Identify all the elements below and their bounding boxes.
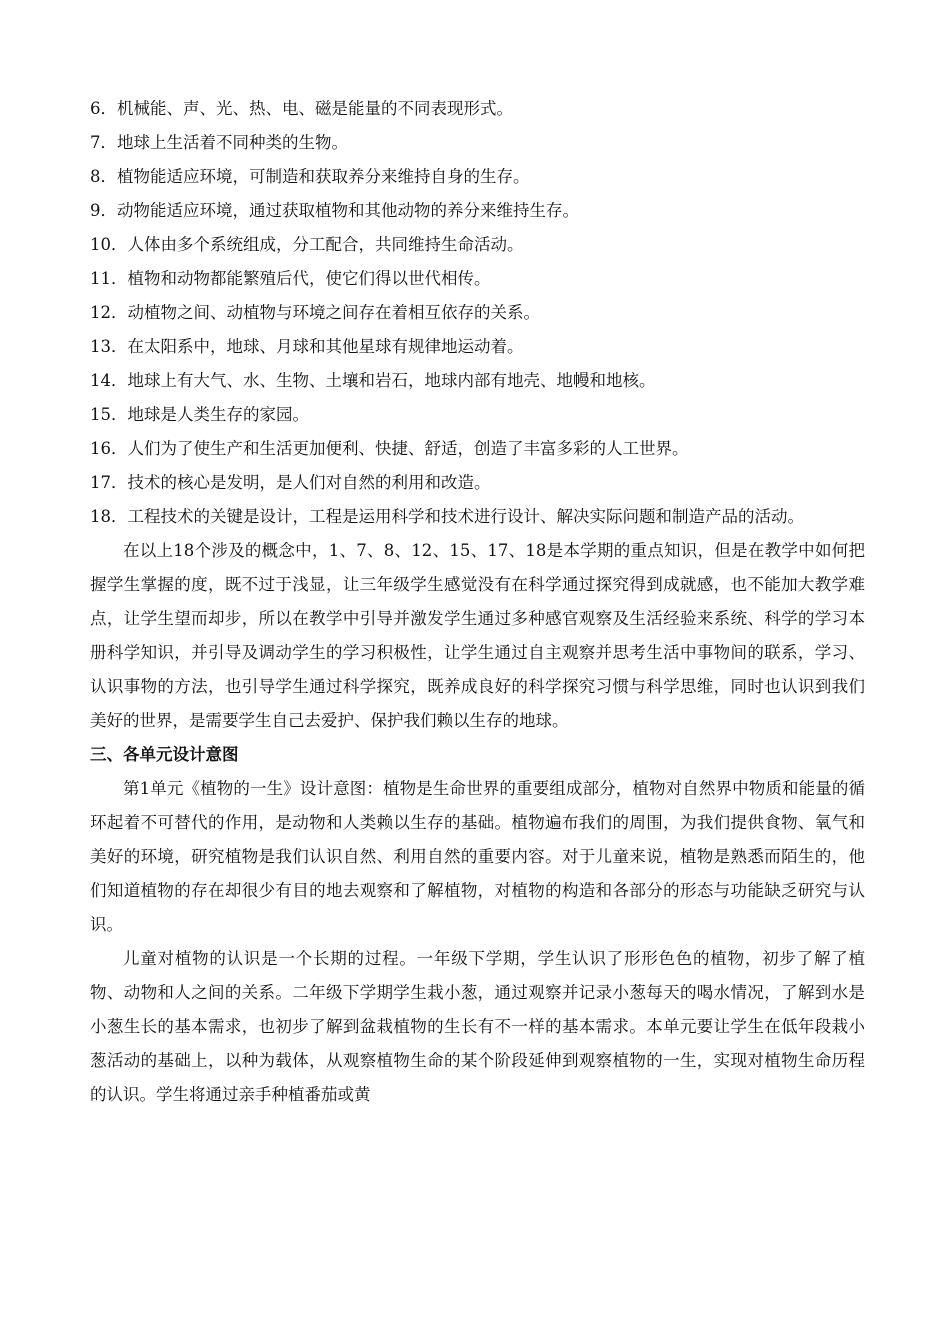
unit-1-paragraph: 第1单元《植物的一生》设计意图：植物是生命世界的重要组成部分，植物对自然界中物质和能量的循环起着不可替代的作用，是动物和人类赖以生存的基础。植物遍布我们的周围，为我们提供食物、氧气和美好的环境，研究植物是我们认识自然、利用自然的重要内容。对于儿童来说，植物是熟悉而陌生的，他们知道植物的存在却很少有目的地去观察和了解植物，对植物的构造和各部分的形态与功能缺乏研究与认识。 <box>90 779 865 934</box>
list-item-7: 7．地球上生活着不同种类的生物。 <box>90 133 348 152</box>
list-item-11: 11．植物和动物都能繁殖后代，使它们得以世代相传。 <box>90 269 491 288</box>
list-item-10: 10．人体由多个系统组成，分工配合，共同维持生命活动。 <box>90 235 524 254</box>
document-page <box>90 92 865 1112</box>
list-item-14: 14．地球上有大气、水、生物、土壤和岩石，地球内部有地壳、地幔和地核。 <box>90 371 656 390</box>
list-item-8: 8．植物能适应环境，可制造和获取养分来维持自身的生存。 <box>90 167 530 186</box>
list-item-18: 18．工程技术的关键是设计，工程是运用科学和技术进行设计、解决实际问题和制造产品的活动。 <box>90 507 804 526</box>
summary-paragraph: 在以上18个涉及的概念中，1、7、8、12、15、17、18是本学期的重点知识，但是在教学中如何把握学生掌握的度，既不过于浅显，让三年级学生感觉没有在科学通过探究得到成就感，也不能加大教学难点，让学生望而却步，所以在教学中引导并激发学生通过多种感官观察及生活经验来系统、科学的学习本册科学知识，并引导及调动学生的学习积极性，让学生通过自主观察并思考生活中事物间的联系，学习、认识事物的方法，也引导学生通过科学探究，既养成良好的科学探究习惯与科学思维，同时也认识到我们美好的世界，是需要学生自己去爱护、保护我们赖以生存的地球。 <box>90 541 865 730</box>
list-item-13: 13．在太阳系中，地球、月球和其他星球有规律地运动着。 <box>90 337 524 356</box>
list-item-16: 16．人们为了使生产和生活更加便利、快捷、舒适，创造了丰富多彩的人工世界。 <box>90 439 689 458</box>
list-item-15: 15．地球是人类生存的家园。 <box>90 405 309 424</box>
list-item-12: 12．动植物之间、动植物与环境之间存在着相互依存的关系。 <box>90 303 540 322</box>
list-item-17: 17．技术的核心是发明，是人们对自然的利用和改造。 <box>90 473 491 492</box>
list-item-6: 6．机械能、声、光、热、电、磁是能量的不同表现形式。 <box>90 99 513 118</box>
children-plant-paragraph: 儿童对植物的认识是一个长期的过程。一年级下学期，学生认识了形形色色的植物，初步了解了植物、动物和人之间的关系。二年级下学期学生栽小葱，通过观察并记录小葱每天的喝水情况，了解到水是小葱生长的基本需求，也初步了解到盆栽植物的生长有不一样的基本需求。本单元要让学生在低年段栽小葱活动的基础上，以种为载体，从观察植物生命的某个阶段延伸到观察植物的一生，实现对植物生命历程的认识。学生将通过亲手种植番茄或黄 <box>90 949 865 1104</box>
section-heading: 三、各单元设计意图 <box>90 745 239 764</box>
list-item-9: 9．动物能适应环境，通过获取植物和其他动物的养分来维持生存。 <box>90 201 579 220</box>
